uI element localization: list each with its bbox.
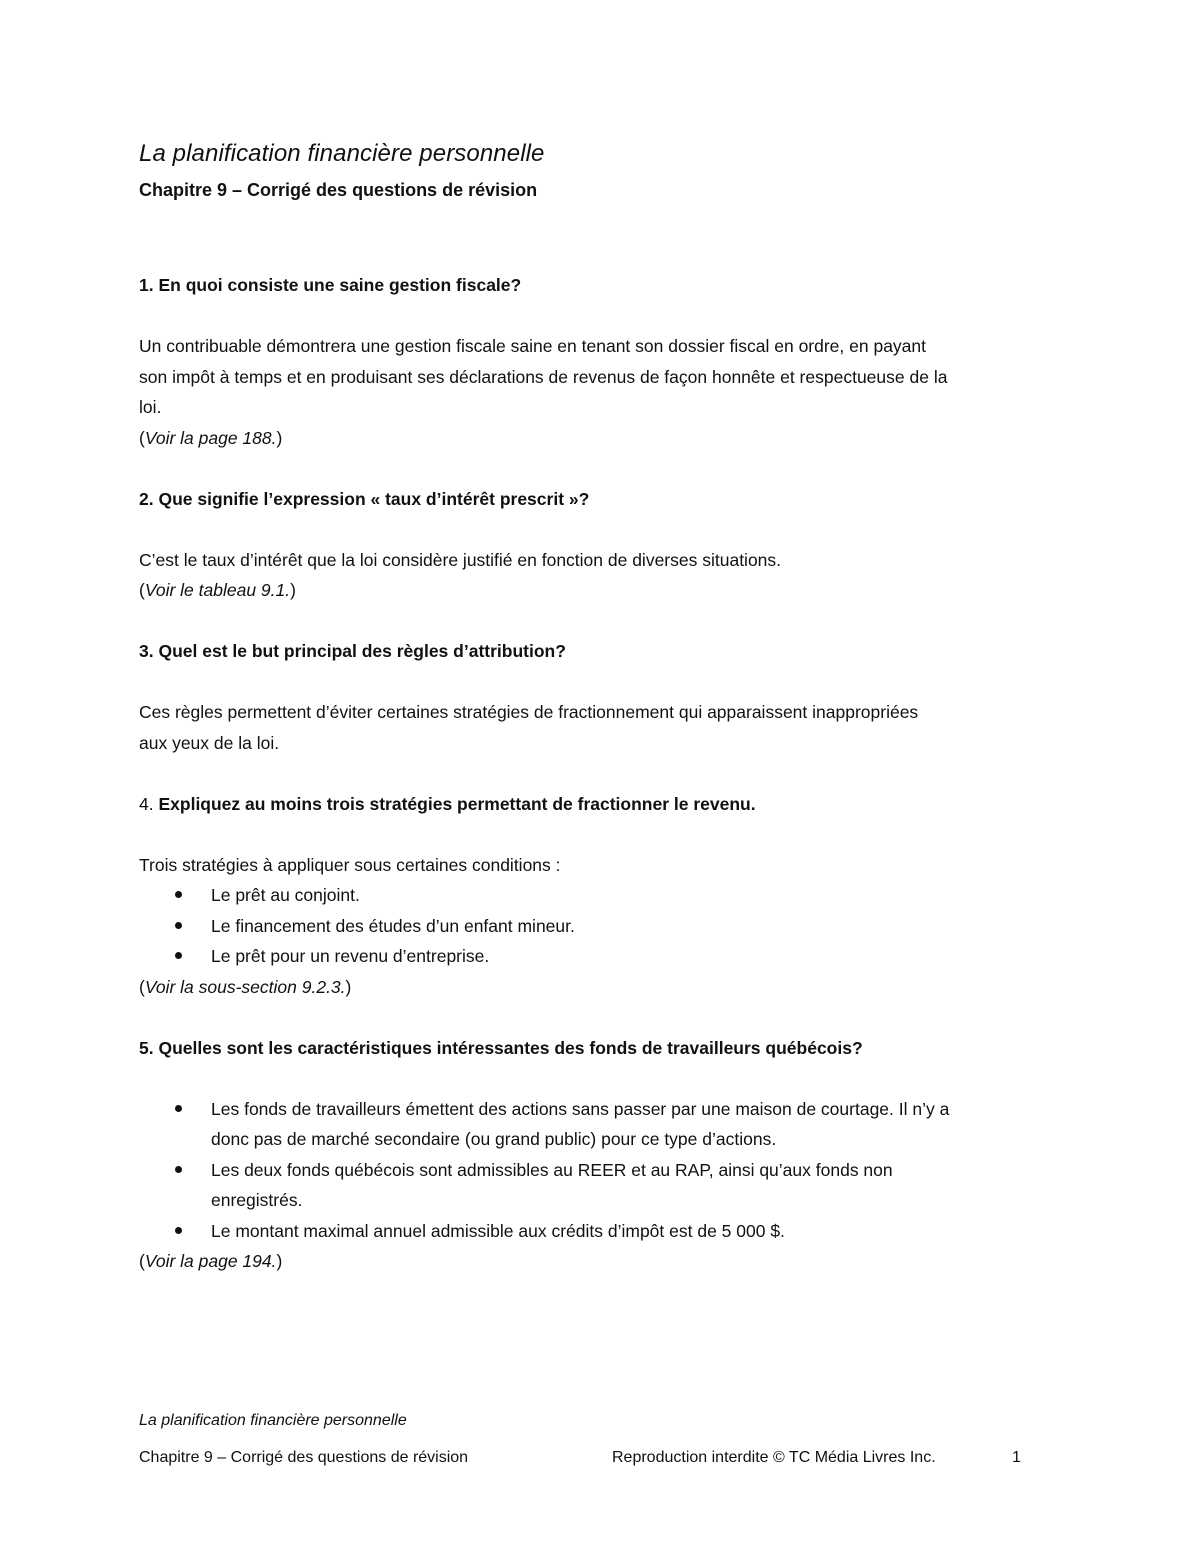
reference-text: Voir la page 194.: [144, 1251, 277, 1271]
answer-4-intro: Trois stratégies à appliquer sous certaines conditions :: [139, 854, 561, 875]
question-4: [139, 789, 1069, 820]
list-item: Le montant maximal annuel admissible aux crédits d’impôt est de 5 000 $.: [139, 1216, 1069, 1247]
question-text: En quoi consiste une saine gestion fiscale?: [158, 275, 522, 295]
bullet-icon: [175, 1227, 182, 1234]
list-item: Les deux fonds québécois sont admissibles au REER et au RAP, ainsi qu’aux fonds non enregistrés.: [139, 1155, 1069, 1216]
list-item: Les fonds de travailleurs émettent des actions sans passer par une maison de courtage. Il n’y a donc pas de marché secondaire (ou grand public) pour ce type d’actions.: [139, 1094, 1069, 1155]
answer-2-line-1: C’est le taux d’intérêt que la loi considère justifié en fonction de diverses situations.: [139, 549, 782, 570]
reference-5: (Voir la page 194.): [139, 1251, 283, 1271]
bullet-icon: [175, 922, 182, 929]
reference-2: (Voir le tableau 9.1.): [139, 580, 296, 600]
question-number: 5.: [139, 1037, 154, 1058]
bullet-icon: [175, 952, 182, 959]
question-text: Que signifie l’expression « taux d’intérêt prescrit »?: [158, 488, 590, 509]
document-title: La planification financière personnelle: [139, 140, 545, 167]
document-body: [139, 270, 1069, 1277]
answer-1-line-3: loi.: [139, 397, 162, 417]
question-3: [139, 636, 1069, 667]
question-text: Expliquez au moins trois stratégies permettant de fractionner le revenu.: [158, 793, 756, 814]
question-5: [139, 1033, 1069, 1064]
footer-chapter: Chapitre 9 – Corrigé des questions de révision: [139, 1449, 469, 1466]
list-item: Le financement des études d’un enfant mineur.: [139, 911, 1069, 942]
question-1: [139, 270, 1069, 301]
answer-4-list: [139, 880, 1069, 972]
reference-text: Voir la sous-section 9.2.3.: [144, 976, 346, 997]
question-text: Quelles sont les caractéristiques intéressantes des fonds de travailleurs québécois?: [158, 1037, 863, 1058]
footer-copyright: Reproduction interdite © TC Média Livres Inc.: [612, 1449, 936, 1466]
bullet-icon: [175, 891, 182, 898]
question-text: Quel est le but principal des règles d’attribution?: [158, 641, 566, 661]
reference-4: (Voir la sous-section 9.2.3.): [139, 976, 352, 997]
answer-1-line-1: Un contribuable démontrera une gestion fiscale saine en tenant son dossier fiscal en ordre, en payant: [139, 336, 927, 356]
answer-3-line-1: Ces règles permettent d’éviter certaines stratégies de fractionnement qui apparaissent inappropriées: [139, 702, 919, 722]
question-number: 3.: [139, 641, 154, 661]
list-item: Le prêt pour un revenu d’entreprise.: [139, 941, 1069, 972]
document-subtitle: Chapitre 9 – Corrigé des questions de révision: [139, 180, 538, 200]
footer-title: La planification financière personnelle: [139, 1412, 407, 1429]
reference-text: Voir le tableau 9.1.: [144, 580, 291, 600]
list-item: Le prêt au conjoint.: [139, 880, 1069, 911]
answer-1-line-2: son impôt à temps et en produisant ses déclarations de revenus de façon honnête et respectueuse de la: [139, 366, 948, 387]
question-2: [139, 484, 1069, 515]
question-number: 1.: [139, 275, 154, 295]
bullet-icon: [175, 1105, 182, 1112]
answer-5-list: [139, 1094, 1069, 1247]
reference-1: (Voir la page 188.): [139, 427, 283, 448]
page-number: 1: [1012, 1449, 1021, 1466]
answer-3-line-2: aux yeux de la loi.: [139, 732, 280, 753]
question-number: 4.: [139, 793, 154, 814]
bullet-icon: [175, 1166, 182, 1173]
question-number: 2.: [139, 488, 154, 509]
reference-text: Voir la page 188.: [144, 427, 277, 448]
